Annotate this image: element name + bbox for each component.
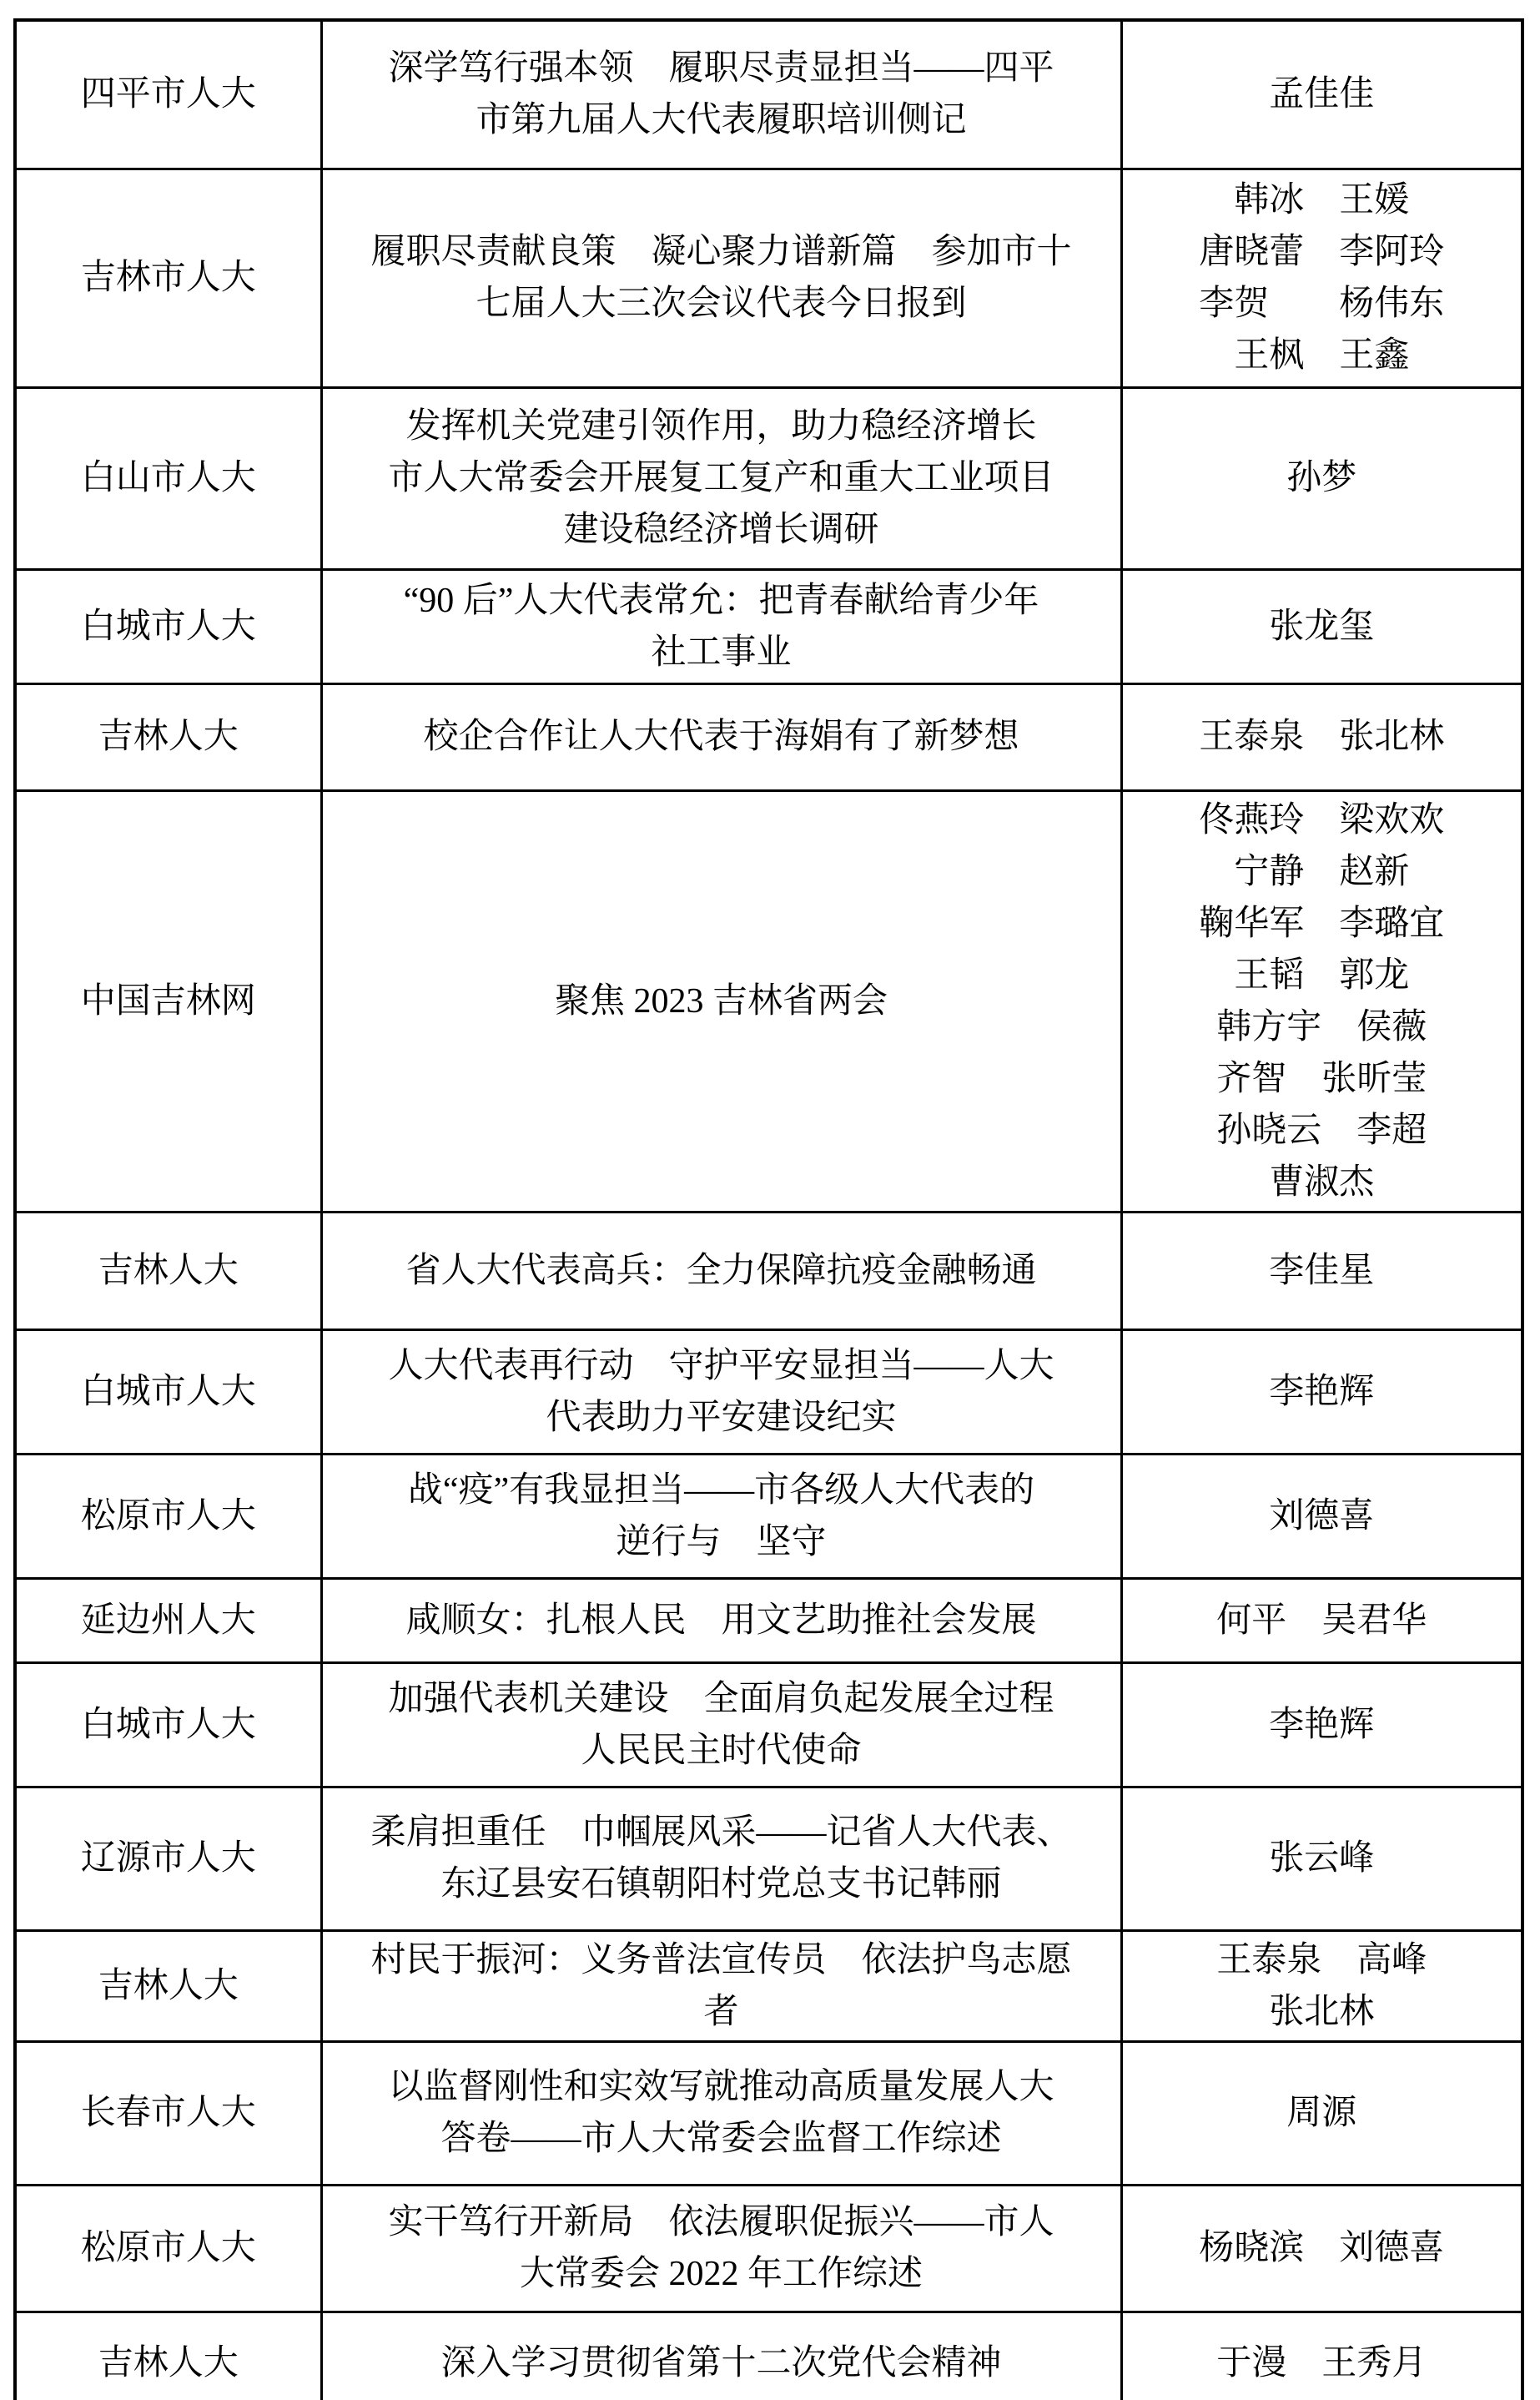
title-line: 东辽县安石镇朝阳村党总支书记韩丽 <box>440 1865 1002 1903</box>
title-line: 代表助力平安建设纪实 <box>546 1398 897 1437</box>
authors-cell <box>1121 1329 1522 1454</box>
org-cell <box>15 790 321 1212</box>
table-row <box>15 1212 1522 1329</box>
title-line: 校企合作让人大代表于海娟有了新梦想 <box>423 718 1019 756</box>
author-line: 于漫 王秀月 <box>1216 2344 1427 2383</box>
title-line: 聚焦 2023 吉林省两会 <box>554 981 888 1021</box>
org-label: 松原市人大 <box>80 1496 256 1535</box>
author-line: 韩方宇 侯薇 <box>1216 1007 1427 1046</box>
org-cell <box>15 387 321 569</box>
author-line: 宁静 赵新 <box>1234 852 1410 891</box>
title-line: 社工事业 <box>651 633 792 672</box>
author-line: 孙梦 <box>1286 459 1357 497</box>
authors-cell <box>1121 387 1522 569</box>
title-line: 履职尽责献良策 凝心聚力谱新篇 参加市十 <box>370 233 1072 271</box>
title-line: 咸顺女：扎根人民 用文艺助推社会发展 <box>405 1601 1037 1640</box>
author-line: 王泰泉 张北林 <box>1199 718 1445 756</box>
author-line: 孙晓云 李超 <box>1216 1111 1427 1150</box>
org-label: 吉林市人大 <box>80 259 256 297</box>
authors-cell <box>1121 1930 1522 2041</box>
table-row <box>15 1930 1522 2041</box>
org-label: 延边州人大 <box>80 1601 256 1640</box>
author-line: 张龙玺 <box>1269 607 1375 646</box>
org-cell <box>15 2312 321 2400</box>
table-row <box>15 790 1522 1212</box>
articles-table-body <box>15 20 1522 2400</box>
table-row <box>15 20 1522 169</box>
title-line: 人民民主时代使命 <box>581 1731 862 1770</box>
author-line: 佟燕玲 梁欢欢 <box>1199 800 1445 839</box>
author-line: 周源 <box>1286 2094 1357 2132</box>
author-line: 刘德喜 <box>1269 1496 1375 1535</box>
title-cell <box>321 1454 1121 1578</box>
org-cell <box>15 569 321 683</box>
authors-cell <box>1121 1454 1522 1578</box>
org-cell <box>15 20 321 169</box>
org-label: 吉林人大 <box>98 718 239 756</box>
author-line: 孟佳佳 <box>1269 75 1375 114</box>
author-line: 鞠华军 李璐宜 <box>1199 904 1445 943</box>
authors-cell <box>1121 1578 1522 1662</box>
authors-cell <box>1121 2185 1522 2312</box>
title-cell <box>321 20 1121 169</box>
org-label: 中国吉林网 <box>80 981 256 1021</box>
org-label: 四平市人大 <box>80 75 256 114</box>
author-line: 李佳星 <box>1269 1251 1375 1290</box>
table-row <box>15 1329 1522 1454</box>
articles-table <box>13 18 1524 2400</box>
title-line: 以监督刚性和实效写就推动高质量发展人大 <box>388 2068 1054 2106</box>
title-cell <box>321 1787 1121 1930</box>
author-line: 李艳辉 <box>1269 1372 1375 1411</box>
title-line: 省人大代表高兵：全力保障抗疫金融畅通 <box>405 1251 1037 1290</box>
author-line: 杨晓滨 刘德喜 <box>1199 2229 1445 2267</box>
title-line: 逆行与 坚守 <box>616 1522 827 1561</box>
table-row <box>15 1662 1522 1787</box>
title-line: 加强代表机关建设 全面肩负起发展全过程 <box>388 1679 1054 1718</box>
org-cell <box>15 169 321 387</box>
title-line: 建设稳经济增长调研 <box>563 511 879 549</box>
table-row <box>15 1787 1522 1930</box>
table-row <box>15 2041 1522 2185</box>
author-line: 李艳辉 <box>1269 1705 1375 1744</box>
title-cell <box>321 1578 1121 1662</box>
author-line: 王韬 郭龙 <box>1234 955 1410 995</box>
title-cell <box>321 1930 1121 2041</box>
title-cell <box>321 790 1121 1212</box>
org-label: 吉林人大 <box>98 2344 239 2383</box>
table-row <box>15 1454 1522 1578</box>
authors-cell <box>1121 169 1522 387</box>
author-line: 何平 吴君华 <box>1216 1601 1427 1640</box>
title-line: 市人大常委会开展复工复产和重大工业项目 <box>388 459 1054 497</box>
org-label: 白城市人大 <box>80 607 256 646</box>
title-cell <box>321 2041 1121 2185</box>
org-cell <box>15 1662 321 1787</box>
org-label: 长春市人大 <box>80 2094 256 2132</box>
author-line: 王泰泉 高峰 <box>1216 1940 1427 1979</box>
org-cell <box>15 1212 321 1329</box>
org-cell <box>15 1787 321 1930</box>
title-line: 发挥机关党建引领作用，助力稳经济增长 <box>405 407 1037 446</box>
title-line: 市第九届人大代表履职培训侧记 <box>476 101 967 140</box>
title-cell <box>321 169 1121 387</box>
title-cell <box>321 569 1121 683</box>
author-line: 唐晓蕾 李阿玲 <box>1199 233 1445 271</box>
author-line: 韩冰 王媛 <box>1234 181 1410 219</box>
org-label: 白城市人大 <box>80 1372 256 1411</box>
authors-cell <box>1121 1787 1522 1930</box>
title-line: 实干笃行开新局 依法履职促振兴——市人 <box>388 2203 1054 2241</box>
title-line: 者 <box>703 1992 739 2031</box>
authors-cell <box>1121 2312 1522 2400</box>
org-cell <box>15 1578 321 1662</box>
org-cell <box>15 1930 321 2041</box>
author-line: 齐智 张昕莹 <box>1216 1059 1427 1098</box>
authors-cell <box>1121 1662 1522 1787</box>
table-row <box>15 2185 1522 2312</box>
table-row <box>15 1578 1522 1662</box>
org-label: 吉林人大 <box>98 1251 239 1290</box>
title-line: 战“疫”有我显担当——市各级人大代表的 <box>407 1470 1035 1510</box>
title-line: 村民于振河：义务普法宣传员 依法护鸟志愿 <box>370 1940 1072 1979</box>
table-row <box>15 2312 1522 2400</box>
title-cell <box>321 2312 1121 2400</box>
title-line: 深入学习贯彻省第十二次党代会精神 <box>440 2344 1002 2383</box>
table-row <box>15 169 1522 387</box>
title-cell <box>321 387 1121 569</box>
table-row <box>15 569 1522 683</box>
authors-cell <box>1121 569 1522 683</box>
org-cell <box>15 683 321 790</box>
author-line: 张云峰 <box>1269 1839 1375 1878</box>
table-row <box>15 683 1522 790</box>
org-cell <box>15 2041 321 2185</box>
org-cell <box>15 1454 321 1578</box>
title-line: 大常委会 2022 年工作综述 <box>519 2255 923 2293</box>
title-line: 答卷——市人大常委会监督工作综述 <box>440 2120 1002 2158</box>
title-cell <box>321 2185 1121 2312</box>
org-label: 白城市人大 <box>80 1705 256 1744</box>
authors-cell <box>1121 683 1522 790</box>
author-line: 王枫 王鑫 <box>1234 336 1410 375</box>
author-line: 张北林 <box>1269 1992 1375 2031</box>
org-label: 白山市人大 <box>80 459 256 497</box>
author-line: 曹淑杰 <box>1269 1162 1375 1202</box>
org-label: 松原市人大 <box>80 2229 256 2267</box>
title-line: 深学笃行强本领 履职尽责显担当——四平 <box>388 49 1054 88</box>
org-cell <box>15 1329 321 1454</box>
authors-cell <box>1121 20 1522 169</box>
authors-cell <box>1121 790 1522 1212</box>
org-cell <box>15 2185 321 2312</box>
author-line: 李贺 杨伟东 <box>1199 285 1445 323</box>
org-label: 辽源市人大 <box>80 1839 256 1878</box>
org-label: 吉林人大 <box>98 1966 239 2005</box>
title-cell <box>321 683 1121 790</box>
table-row <box>15 387 1522 569</box>
title-line: 柔肩担重任 巾帼展风采——记省人大代表、 <box>370 1813 1072 1852</box>
title-line: 七届人大三次会议代表今日报到 <box>476 285 967 323</box>
title-line: 人大代表再行动 守护平安显担当——人大 <box>388 1346 1054 1385</box>
title-line: “90 后”人大代表常允：把青春献给青少年 <box>403 581 1039 620</box>
authors-cell <box>1121 1212 1522 1329</box>
title-cell <box>321 1662 1121 1787</box>
title-cell <box>321 1329 1121 1454</box>
authors-cell <box>1121 2041 1522 2185</box>
title-cell <box>321 1212 1121 1329</box>
